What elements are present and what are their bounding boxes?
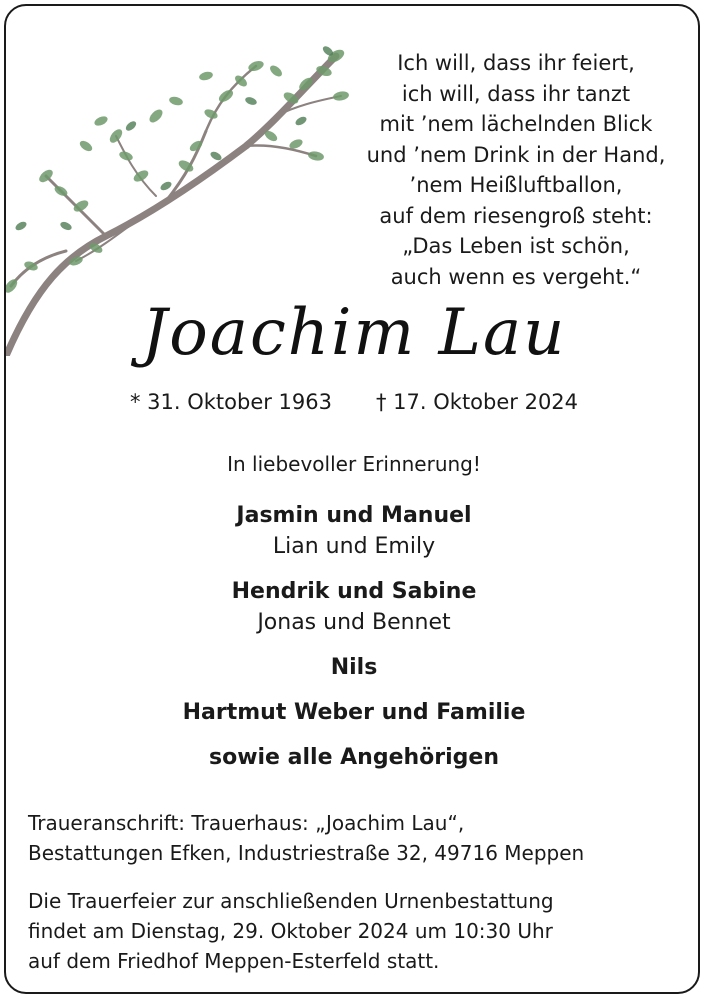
poem-line: „Das Leben ist schön, [402, 234, 630, 258]
family-sub: Jonas und Bennet [257, 610, 451, 635]
ceremony-line: auf dem Friedhof Meppen-Esterfeld statt. [28, 949, 440, 973]
poem [336, 48, 696, 292]
family-group [0, 697, 708, 728]
memory-line: In liebevoller Erinnerung! [227, 452, 481, 476]
family-main: Nils [330, 655, 378, 680]
family-sub: Lian und Emily [272, 534, 436, 559]
poem-line: ’nem Heißluftballon, [409, 173, 623, 197]
poem-line: auf dem riesengroß steht: [379, 203, 653, 228]
family-main: Jasmin und Manuel [236, 503, 472, 528]
family-group [0, 742, 708, 773]
family-main: Hartmut Weber und Familie [182, 700, 526, 725]
poem-line: mit ’nem lächelnden Blick [379, 112, 653, 136]
family-main: Hendrik und Sabine [231, 579, 477, 604]
ceremony-info [28, 886, 688, 976]
family-group [0, 500, 708, 562]
death-date: † 17. Oktober 2024 [376, 390, 579, 414]
family-group [0, 576, 708, 638]
poem-line: Ich will, dass ihr feiert, [397, 51, 635, 75]
ceremony-line: Die Trauerfeier zur anschließenden Urnenbestattung [28, 889, 554, 913]
ceremony-line: findet am Dienstag, 29. Oktober 2024 um 10:30 Uhr [28, 919, 553, 943]
poem-line: auch wenn es vergeht.“ [390, 264, 642, 289]
family-main: sowie alle Angehörigen [208, 745, 500, 770]
address-line: Traueranschrift: Trauerhaus: „Joachim Lau“, [28, 811, 465, 835]
family-group [0, 652, 708, 683]
poem-line: und ’nem Drink in der Hand, [366, 142, 666, 167]
poem-line: ich will, dass ihr tanzt [401, 81, 631, 106]
deceased-name: Joachim Lau [141, 296, 567, 370]
life-dates [0, 390, 708, 414]
family-list [0, 500, 708, 787]
address-line: Bestattungen Efken, Industriestraße 32, 49716 Meppen [28, 841, 585, 865]
birth-date: * 31. Oktober 1963 [129, 390, 332, 414]
mourning-address [28, 808, 688, 868]
